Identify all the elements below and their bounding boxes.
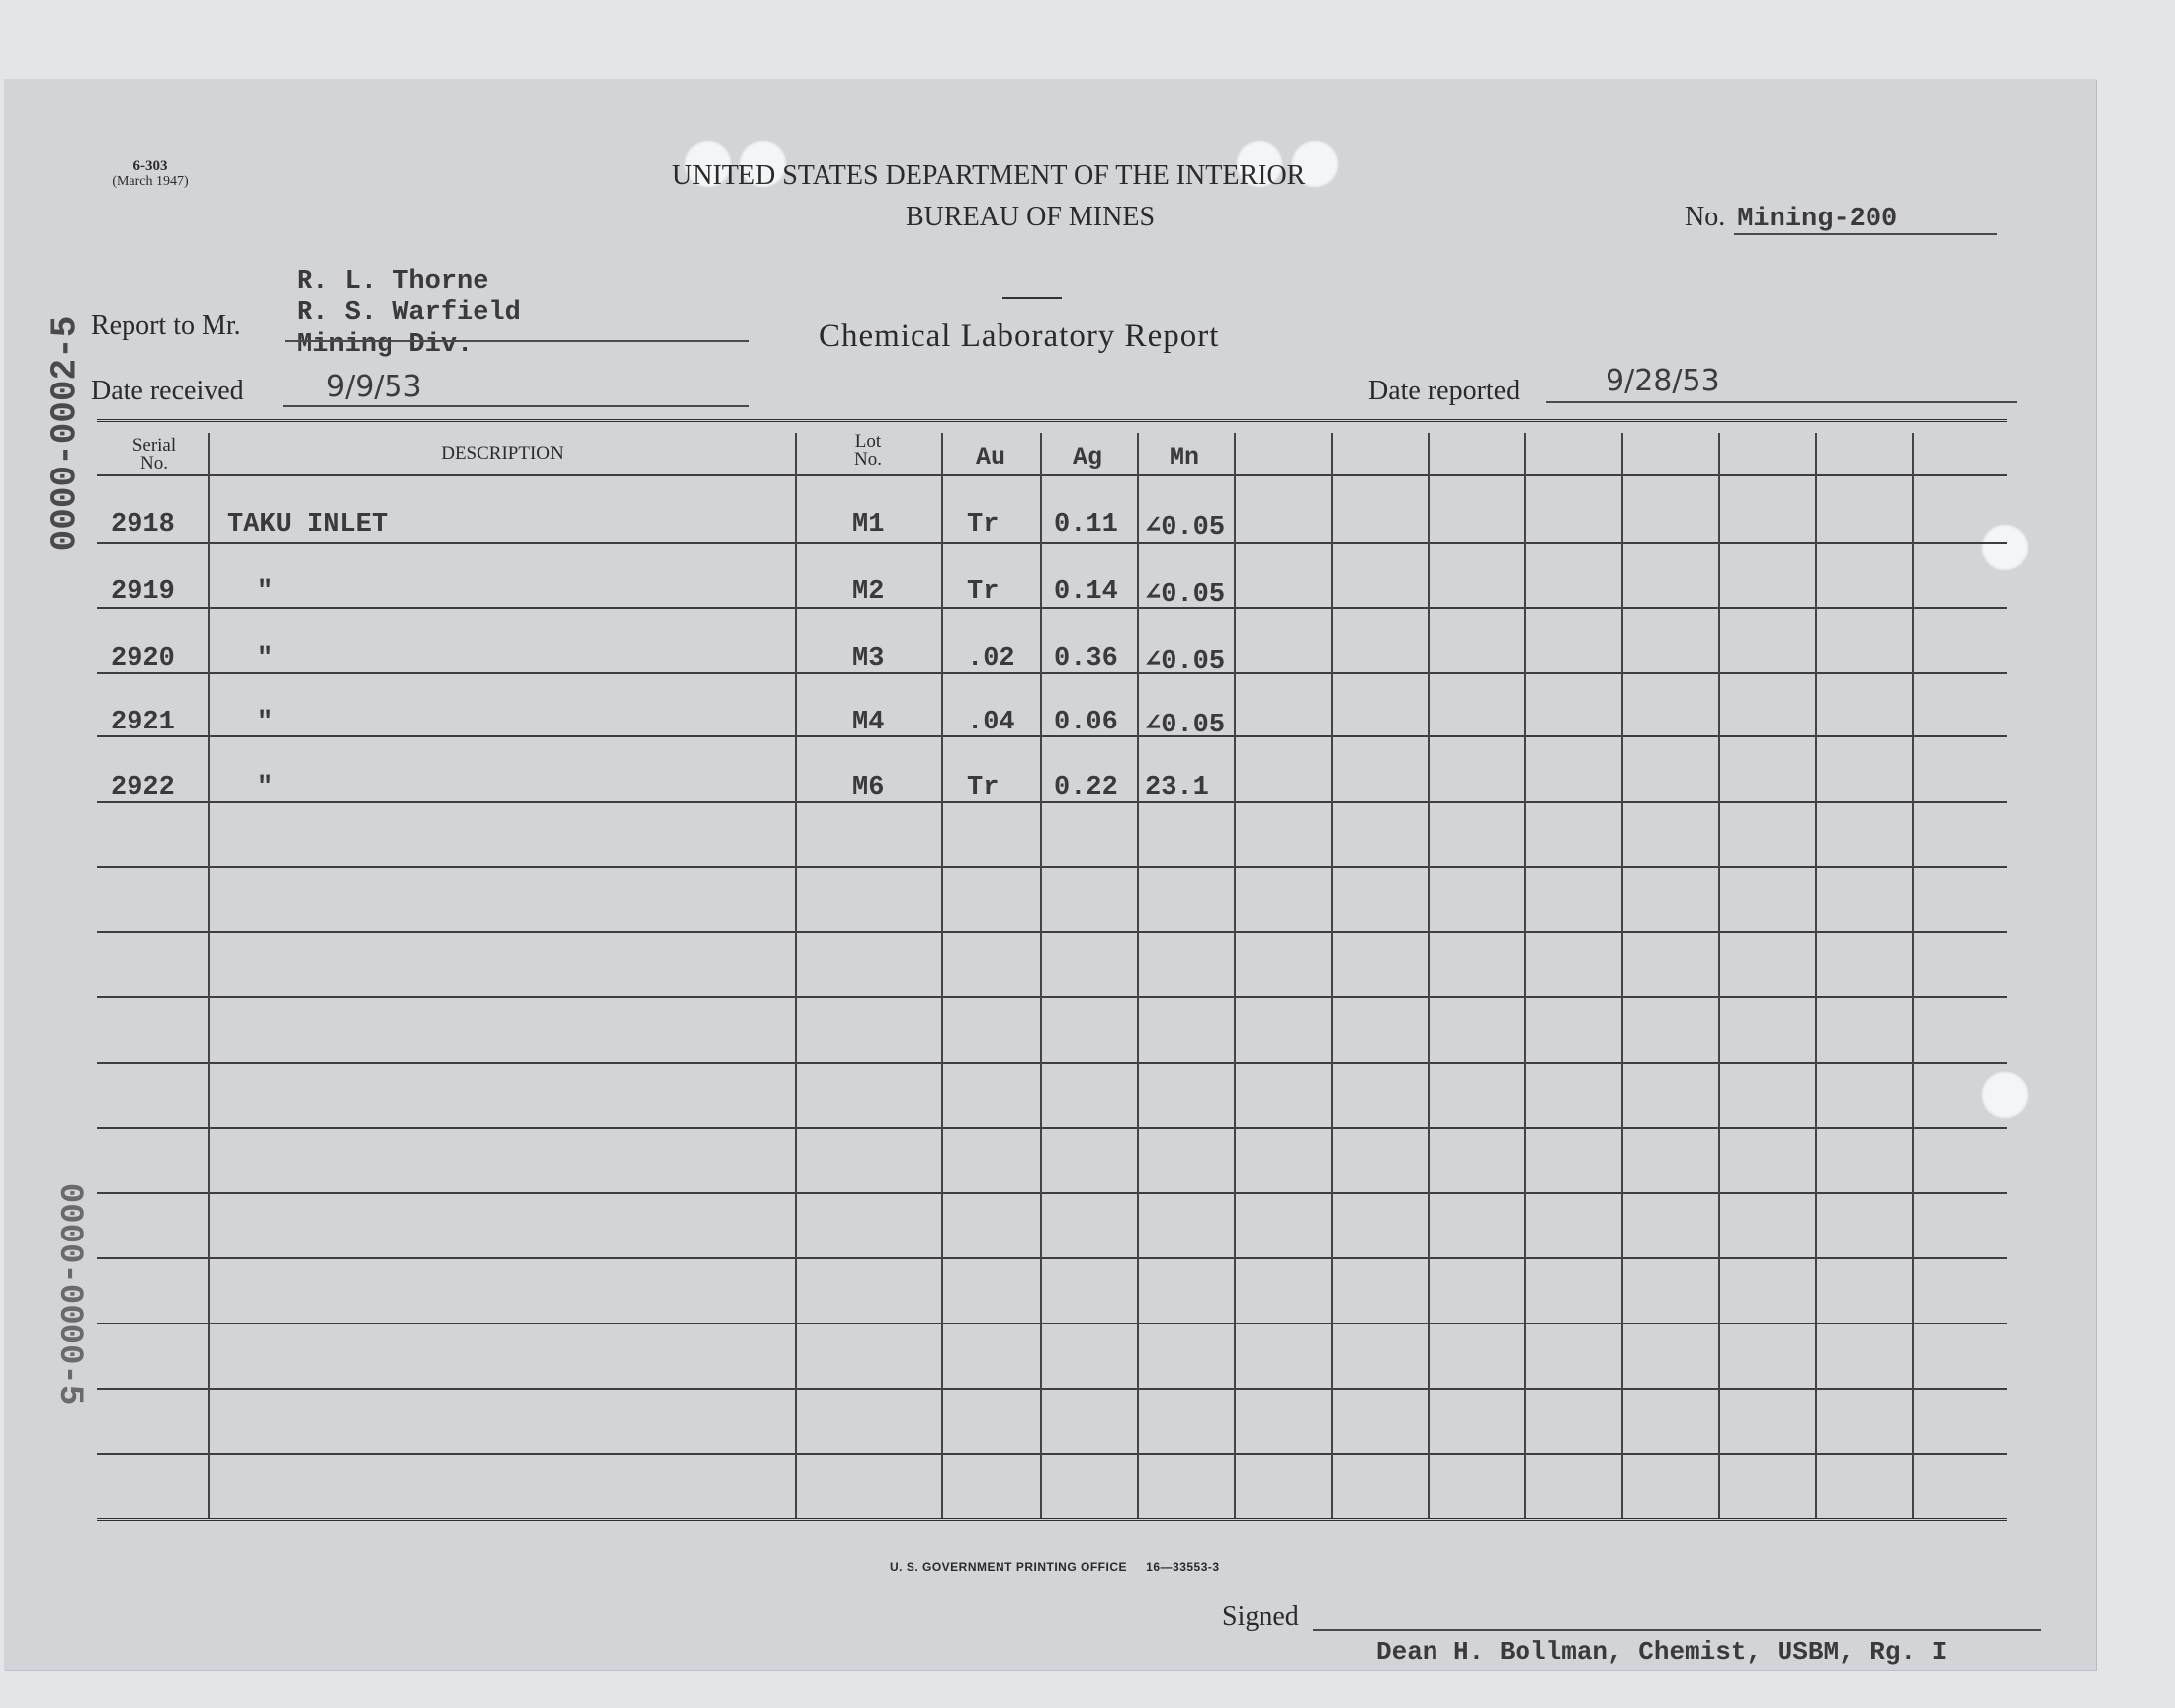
date-received-value: 9/9/53 bbox=[326, 370, 422, 404]
table-row-3-ag: 0.36 bbox=[1054, 644, 1118, 674]
table-row-2-au: Tr bbox=[967, 577, 1000, 607]
form-code-number: 6-303 bbox=[132, 158, 168, 174]
date-received-label: Date received bbox=[91, 376, 244, 406]
table-row-5-mn: 23.1 bbox=[1145, 773, 1209, 803]
bureau-name: BUREAU OF MINES bbox=[906, 202, 1156, 232]
col-rule bbox=[1815, 433, 1817, 1518]
table-row-3-description: " bbox=[257, 644, 274, 674]
table-row-5-au: Tr bbox=[967, 773, 1000, 803]
header-rule bbox=[97, 474, 2007, 476]
signature-line bbox=[1313, 1629, 2041, 1631]
col-rule bbox=[1137, 433, 1139, 1518]
table-row-5-lot: M6 bbox=[852, 773, 885, 803]
table-bottom-rule bbox=[97, 1518, 2007, 1521]
report-title: Chemical Laboratory Report bbox=[819, 318, 1220, 354]
report-to-name-3: Mining Div. bbox=[297, 330, 474, 360]
table-row-3-au: .02 bbox=[967, 644, 1015, 674]
report-number-value: Mining-200 bbox=[1737, 205, 1898, 234]
header-serial-line1: Serial bbox=[131, 435, 177, 456]
col-rule bbox=[1621, 433, 1623, 1518]
table-row-3-mn: ∠0.05 bbox=[1145, 647, 1226, 677]
row-rule bbox=[97, 801, 2007, 803]
header-serial-line2: No. bbox=[140, 453, 168, 473]
report-number-underline bbox=[1734, 233, 1997, 235]
row-rule bbox=[97, 607, 2007, 609]
table-row-4-au: .04 bbox=[967, 708, 1015, 737]
table-row-3-lot: M3 bbox=[852, 644, 885, 674]
report-number-label: No. bbox=[1685, 202, 1726, 232]
date-reported-value: 9/28/53 bbox=[1606, 364, 1720, 398]
table-row-1-lot: M1 bbox=[852, 510, 885, 540]
col-rule bbox=[1040, 433, 1042, 1518]
col-rule bbox=[1428, 433, 1430, 1518]
report-to-name-1: R. L. Thorne bbox=[297, 267, 489, 297]
table-row-4-ag: 0.06 bbox=[1054, 708, 1118, 737]
form-code bbox=[91, 158, 210, 190]
report-number bbox=[1685, 202, 1897, 234]
table-top-rule bbox=[97, 419, 2007, 422]
date-received-underline bbox=[283, 405, 749, 407]
col-rule bbox=[1912, 433, 1914, 1518]
row-rule bbox=[97, 1062, 2007, 1064]
table-row-1-serial: 2918 bbox=[111, 510, 175, 540]
table-row-5-ag: 0.22 bbox=[1054, 773, 1118, 803]
table-row-1-description: TAKU INLET bbox=[227, 510, 389, 540]
table-row-2-serial: 2919 bbox=[111, 577, 175, 607]
col-rule bbox=[795, 433, 797, 1518]
table-row-4-mn: ∠0.05 bbox=[1145, 711, 1226, 740]
col-rule bbox=[1331, 433, 1333, 1518]
header-description: DESCRIPTION bbox=[441, 443, 564, 464]
row-rule bbox=[97, 672, 2007, 674]
department-name: UNITED STATES DEPARTMENT OF THE INTERIOR bbox=[672, 160, 1306, 191]
row-rule bbox=[97, 1453, 2007, 1455]
table-row-1-au: Tr bbox=[967, 510, 1000, 540]
table-row-2-description: " bbox=[257, 577, 274, 607]
date-reported-label: Date reported bbox=[1368, 376, 1521, 406]
row-rule bbox=[97, 1127, 2007, 1129]
col-rule bbox=[941, 433, 943, 1518]
signature-name: Dean H. Bollman, Chemist, USBM, Rg. I bbox=[1376, 1637, 1948, 1666]
archive-stamp-top: 0000-0002-5 bbox=[44, 315, 86, 552]
form-code-edition: (March 1947) bbox=[112, 174, 189, 189]
table-row-2-mn: ∠0.05 bbox=[1145, 580, 1226, 610]
row-rule bbox=[97, 1323, 2007, 1324]
header-lot bbox=[828, 433, 908, 469]
col-rule bbox=[208, 433, 210, 1518]
row-rule bbox=[97, 1257, 2007, 1259]
row-rule bbox=[97, 1388, 2007, 1390]
table-row-2-lot: M2 bbox=[852, 577, 885, 607]
table-row-1-mn: ∠0.05 bbox=[1145, 513, 1226, 543]
results-table bbox=[97, 419, 2007, 1524]
report-to-label: Report to Mr. bbox=[91, 310, 241, 341]
row-rule bbox=[97, 931, 2007, 933]
table-row-1-ag: 0.11 bbox=[1054, 510, 1118, 540]
table-row-4-serial: 2921 bbox=[111, 708, 175, 737]
header-serial bbox=[115, 437, 194, 472]
table-row-2-ag: 0.14 bbox=[1054, 577, 1118, 607]
header-ag: Ag bbox=[1072, 443, 1102, 471]
header-au: Au bbox=[975, 443, 1005, 471]
date-reported-underline bbox=[1546, 401, 2017, 403]
table-row-4-description: " bbox=[257, 708, 274, 737]
report-to-name-2: R. S. Warfield bbox=[297, 299, 521, 328]
table-row-5-description: " bbox=[257, 773, 274, 803]
table-row-4-lot: M4 bbox=[852, 708, 885, 737]
header-lot-line1: Lot bbox=[854, 431, 882, 452]
col-rule bbox=[1524, 433, 1526, 1518]
row-rule bbox=[97, 1192, 2007, 1194]
header-mn: Mn bbox=[1169, 443, 1199, 471]
row-rule bbox=[97, 996, 2007, 998]
row-rule bbox=[97, 735, 2007, 737]
row-rule bbox=[97, 542, 2007, 544]
report-to-underline bbox=[285, 340, 749, 342]
col-rule bbox=[1718, 433, 1720, 1518]
col-rule bbox=[1234, 433, 1236, 1518]
table-row-5-serial: 2922 bbox=[111, 773, 175, 803]
archive-stamp-bottom: 0000-0000-5 bbox=[50, 1182, 88, 1406]
signed-label: Signed bbox=[1222, 1601, 1299, 1632]
printer-line: U. S. GOVERNMENT PRINTING OFFICE 16—33553-3 bbox=[890, 1560, 1220, 1574]
row-rule bbox=[97, 866, 2007, 868]
header-lot-line2: No. bbox=[854, 449, 882, 470]
table-row-3-serial: 2920 bbox=[111, 644, 175, 674]
title-rule bbox=[1002, 297, 1062, 299]
